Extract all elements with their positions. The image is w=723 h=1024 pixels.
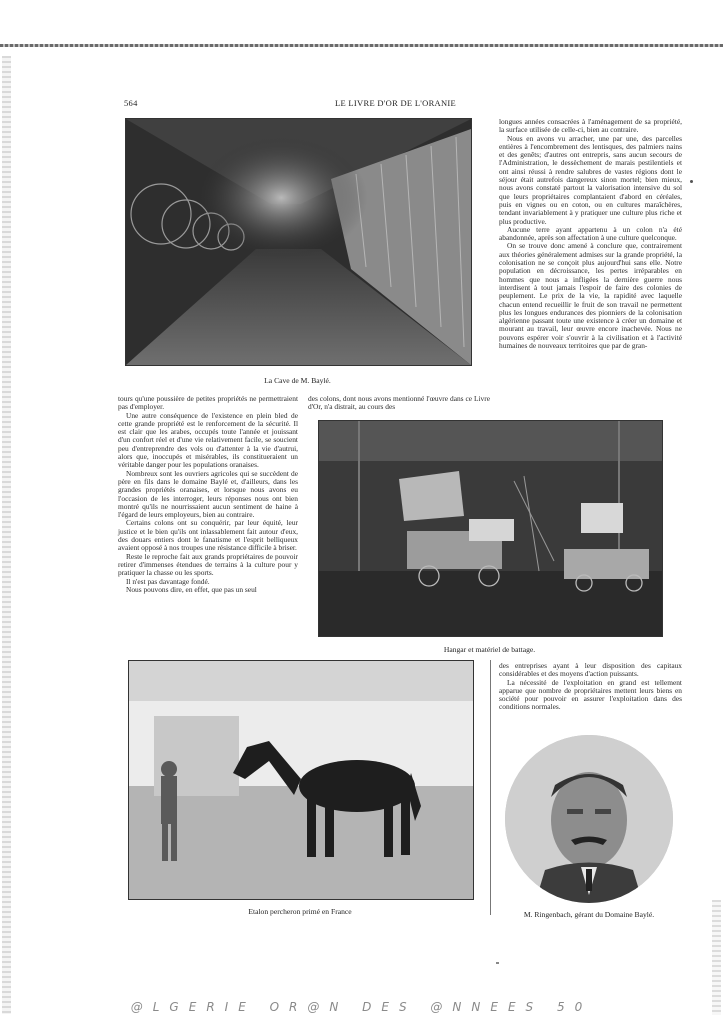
paragraph: Certains colons ont su conquérir, par leur équité, leur justice et le bien qu'ils ont inlassablement fait autour d'eux, des douars entiers dont le fanatisme et l'esprit belliqueux avaient opposé à nos troupes une résistance difficile à briser. [118, 518, 298, 553]
right-column-bottom [499, 662, 682, 712]
horse-caption: Etalon percheron primé en France [248, 907, 352, 916]
top-scan-rule [0, 44, 723, 47]
paragraph: On se trouve donc amené à conclure que, contrairement aux théories généralement admises sur la grande propriété, la colonisation ne se conçoit plus aujourd'hui sans elle. Notre population en décroissance, les pertes irréparables en hommes que nous a infligées la dernière guerre nous interdisent à tout jamais l'espoir de faire des colonies de peuplement. Le prix de la vie, la rapidité avec laquelle chacun entend recueillir le fruit de son travail ne permettent plus les longues endurances des pionniers de la colonisation algérienne passant toute une existence à créer un domaine et mourant au travail, leur œuvre encore inachevée. Nous ne pouvons espérer voir s'ouvrir à la civilisation et à l'activité humaines de nouveaux territoires que par de gran- [499, 241, 682, 351]
cave-caption: La Cave de M. Baylé. [264, 376, 331, 385]
portrait-photo-image [505, 735, 673, 903]
horse-photo-image [129, 661, 473, 899]
right-scan-edge [712, 900, 721, 1015]
column-divider [490, 660, 491, 915]
portrait-photo [505, 735, 673, 903]
paragraph: tours qu'une poussière de petites propriétés ne permettraient pas d'employer. [118, 394, 298, 412]
cave-photo [125, 118, 472, 366]
hangar-photo [318, 420, 663, 637]
page-number: 564 [124, 98, 138, 108]
middle-column-snippet [308, 395, 490, 412]
paragraph: longues années consacrées à l'aménagement de sa propriété, la surface utilisée de celle-ci, bien au contraire. [499, 117, 682, 135]
paragraph: Reste le reproche fait aux grands propriétaires de pouvoir retirer d'immenses étendues de terrains à la culture pour y pratiquer la chasse ou les sports. [118, 551, 298, 578]
paragraph: Nous pouvons dire, en effet, que pas un seul [126, 584, 257, 594]
scan-mark [496, 962, 499, 964]
left-scan-edge [2, 56, 11, 1014]
paragraph: Aucune terre ayant appartenu à un colon n'a été abandonnée, après son affectation à une culture quelconque. [499, 224, 682, 243]
hangar-photo-image [319, 421, 662, 636]
footer-watermark: @LGERIE OR@N DES @NNEES 50 [130, 1000, 593, 1014]
left-column-middle [118, 395, 298, 594]
paragraph: La nécessité de l'exploitation en grand est tellement apparue que nombre de propriétaires mettent leurs biens en société pour pouvoir en assurer l'exploitation dans des conditions normales. [499, 677, 682, 712]
paragraph: Il n'est pas davantage fondé. [126, 576, 210, 586]
scan-mark [690, 180, 693, 183]
paragraph: des entreprises ayant à leur disposition des capitaux considérables et des moyens d'action puissants. [499, 661, 682, 679]
paragraph: Nous en avons vu arracher, une par une, des parcelles entières à l'encombrement des lentisques, des palmiers nains et des genêts; d'autres ont entrepris, sans aucun secours de l'Administration, le dessèchement de marais pestilentiels et ont ainsi réussi à rendre salubres de vastes régions dont le séjour était autrefois dangereux sinon mortel; bien mieux, nous avons constaté partout la valorisation intensive du sol que leurs propriétaires complantaient d'abord en céréales, puis en vignes ou en coton, ou en cultures maraîchères, tendant invariablement à y pratiquer une culture plus riche et plus productive. [499, 133, 682, 226]
cave-photo-image [126, 119, 471, 365]
running-title: LE LIVRE D'OR DE L'ORANIE [335, 98, 457, 108]
horse-photo [128, 660, 474, 900]
paragraph: des colons, dont nous avons mentionné l'œuvre dans ce Livre d'Or, n'a distrait, au cours des [308, 394, 490, 412]
right-column-top [499, 118, 682, 350]
paragraph: Nombreux sont les ouvriers agricoles qui se succèdent de père en fils dans le domaine Baylé et, d'ailleurs, dans les grandes propriétés oranaises, et lorsque nous avons eu l'occasion de les interroger, leurs réponses nous ont bien montré qu'ils ne nourrissaient aucun sentiment de haine à l'égard de leurs employeurs, bien au contraire. [118, 468, 298, 520]
paragraph: Une autre conséquence de l'existence en plein bled de cette grande propriété est le renforcement de la sécurité. Il est clair que les arabes, occupés toute l'année et jouissant d'un confort réel et d'une vie relativement facile, se soucient peu d'entreprendre des vols ou d'attenter à la vie d'autrui, alors que, inoccupés et misérables, ils constitueraient un véritable danger pour les populations oranaises. [118, 410, 298, 470]
hangar-caption: Hangar et matériel de battage. [443, 645, 536, 654]
portrait-caption: M. Ringenbach, gérant du Domaine Baylé. [523, 910, 655, 919]
